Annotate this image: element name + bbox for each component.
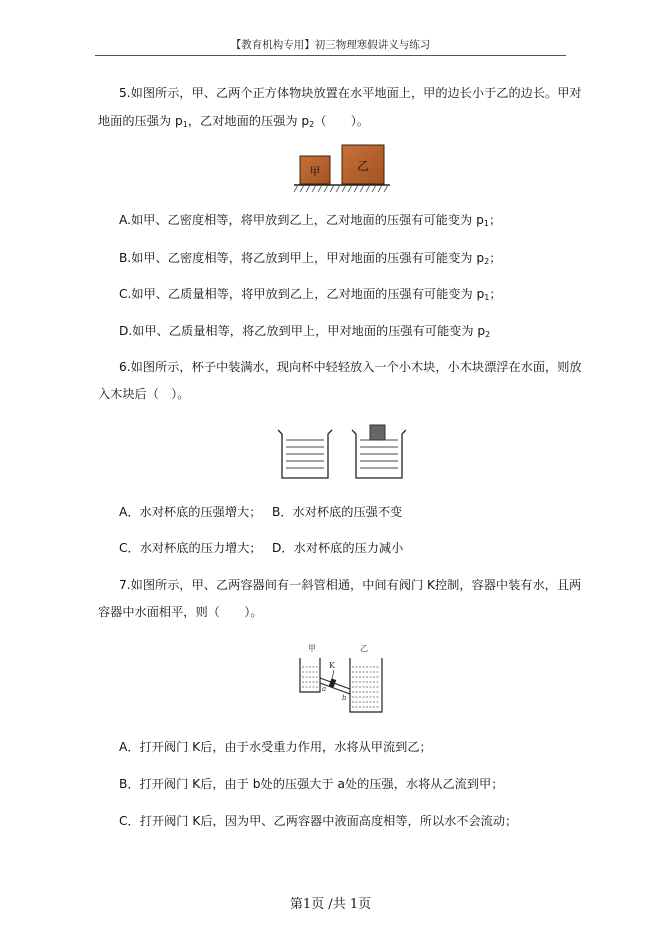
q5-option-b-end: ；: [489, 251, 502, 265]
label-k: K: [329, 661, 335, 670]
q6-option-b: B．水对杯底的压强不变: [272, 505, 403, 519]
q5-stem-text-a: 地面的压强为 p: [98, 114, 183, 128]
q5-option-d-sub: 2: [485, 330, 491, 339]
q7-stem-line1: 7.如图所示，甲、乙两容器间有一斜管相通，中间有阀门 K控制，容器中装有水，且两: [119, 578, 582, 592]
block-jia-label: 甲: [309, 165, 321, 178]
q5-option-c-text: C.如甲、乙质量相等，将甲放到乙上，乙对地面的压强有可能变为 p: [119, 287, 485, 301]
q5-blocks-figure: [292, 143, 392, 197]
q7-containers-figure: [294, 640, 386, 718]
q5-option-a-text: A.如甲、乙密度相等，将甲放到乙上，乙对地面的压强有可能变为 p: [119, 213, 484, 227]
q5-option-b: [119, 250, 501, 270]
q5-option-c: [119, 286, 502, 306]
label-a: a: [322, 685, 327, 693]
q7-option-c: C．打开阀门 K后，因为甲、乙两容器中液面高度相等，所以水不会流动；: [119, 814, 518, 828]
label-b: b: [342, 694, 347, 702]
q6-stem-line1: 6.如图所示，杯子中装满水，现向杯中轻轻放入一个小木块，小木块漂浮在水面，则放: [119, 360, 582, 374]
q5-option-a-end: ；: [488, 213, 502, 227]
q5-option-a: [119, 212, 501, 232]
cup-with-block: [352, 425, 406, 478]
q7-option-a: A．打开阀门 K后，由于水受重力作用，水将从甲流到乙；: [119, 740, 432, 754]
block-yi-label: 乙: [356, 159, 370, 173]
q5-stem-line1: 5.如图所示，甲、乙两个正方体物块放置在水平地面上，甲的边长小于乙的边长。甲对: [119, 86, 582, 100]
q6-option-a: A．水对杯底的压强增大；: [119, 505, 262, 519]
q5-option-b-sub: 2: [484, 257, 490, 266]
floating-block: [370, 425, 385, 440]
q7-stem-line2: 容器中水面相平，则（ ）。: [98, 605, 263, 619]
label-jia: 甲: [308, 644, 316, 653]
q5-option-d: [119, 323, 490, 343]
q7-option-b: B．打开阀门 K后，由于 b处的压强大于 a处的压强，水将从乙流到甲；: [119, 777, 504, 791]
q5-stem-text-b: ，乙对地面的压强为 p: [187, 114, 310, 128]
q5-option-d-text: D.如甲、乙质量相等，将乙放到甲上，甲对地面的压强有可能变为 p: [119, 324, 486, 338]
q5-stem-text-c: （ ）。: [314, 114, 370, 128]
q5-option-a-sub: 1: [483, 219, 489, 228]
q5-option-c-end: ；: [489, 287, 502, 301]
ground-hatching: [294, 185, 388, 192]
valve-pointer: [332, 670, 334, 679]
q5-option-c-sub: 1: [484, 293, 490, 302]
cup-empty: [278, 430, 332, 478]
container-jia: [300, 658, 320, 692]
q6-cups-figure: [276, 420, 406, 482]
q5-sub-2: 2: [309, 120, 315, 129]
q6-option-d: D．水对杯底的压力减小: [272, 541, 404, 555]
q5-sub-1: 1: [182, 120, 188, 129]
q6-stem-line2: 入木块后（ ）。: [98, 387, 190, 401]
container-yi: [350, 658, 382, 712]
page-header: 【教育机构专用】初三物理寒假讲义与练习: [95, 38, 566, 56]
q5-stem-line2: [98, 113, 369, 133]
q6-option-c: C．水对杯底的压力增大；: [119, 541, 262, 555]
page-footer: 第1页 /共 1页: [289, 897, 372, 912]
label-yi: 乙: [360, 644, 368, 653]
q5-option-b-text: B.如甲、乙密度相等，将乙放到甲上，甲对地面的压强有可能变为 p: [119, 251, 485, 265]
valve-k: [329, 678, 336, 687]
